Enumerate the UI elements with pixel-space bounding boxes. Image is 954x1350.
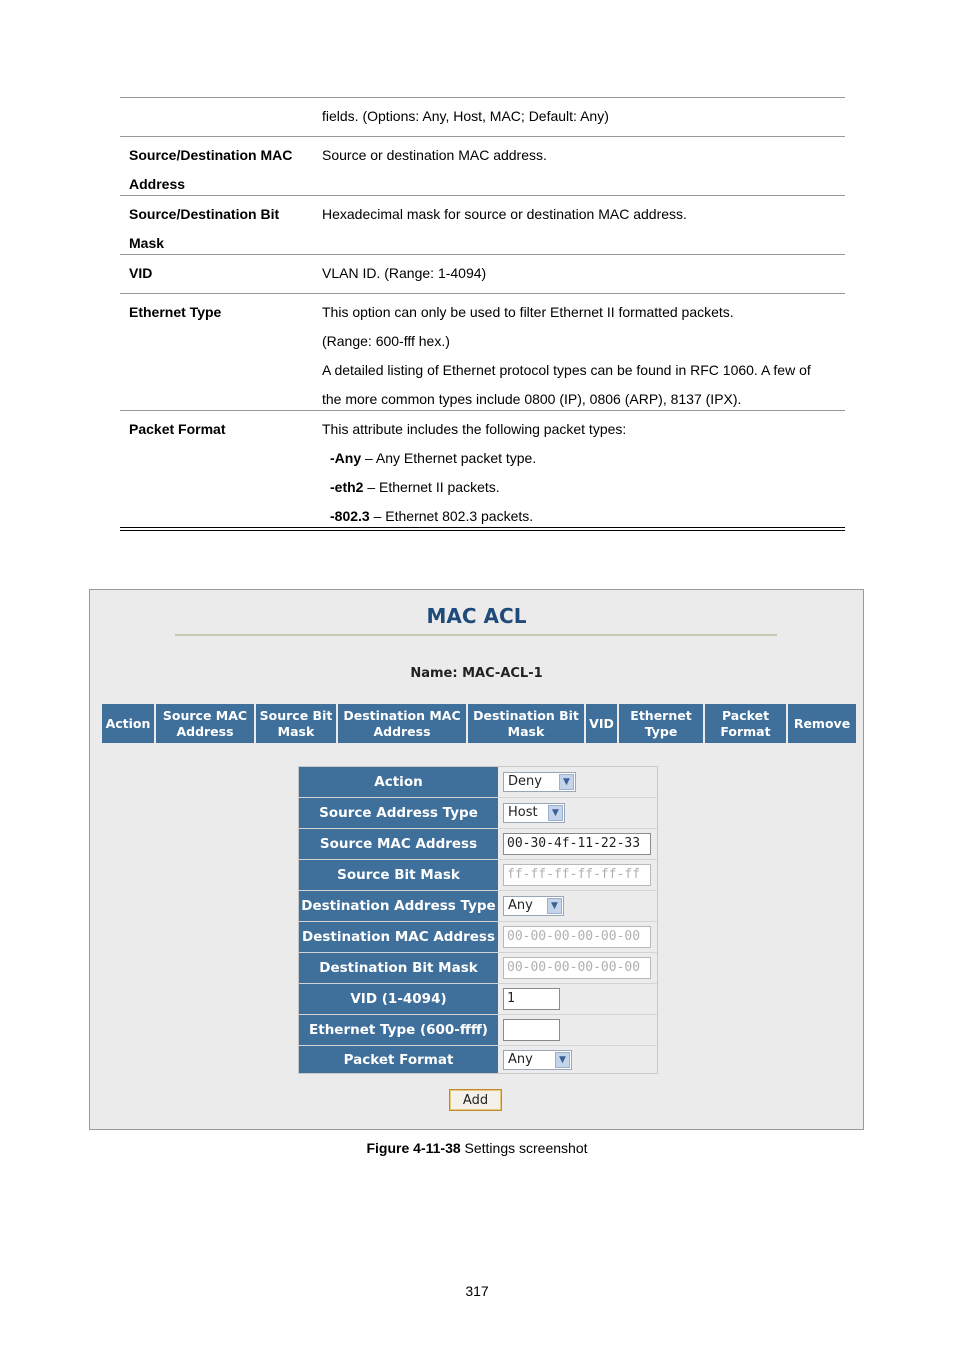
desc-definition [313,98,845,136]
option-desc: – Any Ethernet packet type. [361,450,537,466]
form-row-ethernet-type [299,1015,657,1046]
source-address-type-select[interactable] [503,803,565,823]
form-control-cell [501,798,657,828]
chevron-down-icon[interactable]: ▼ [555,1052,570,1068]
page-number: 317 [465,1283,489,1299]
figure-caption [0,1140,954,1156]
desc-definition [313,196,845,254]
option-name: -802.3 [330,508,370,524]
form-row-source-bit-mask [299,860,657,891]
option-name: -Any [330,450,362,466]
chevron-down-icon[interactable]: ▼ [548,805,563,821]
form-label: Source Address Type [299,798,501,828]
desc-term: VID [129,265,153,281]
desc-line: Source or destination MAC address. [322,147,547,163]
caption-label: Figure 4-11-38 [366,1140,461,1156]
col-header-dest-mask: Destination Bit Mask [468,704,586,743]
page-title: MAC ACL [426,604,527,628]
form-control-cell [501,767,657,797]
acl-name-label: Name: MAC-ACL-1 [410,666,543,681]
chevron-down-icon[interactable]: ▼ [559,774,574,790]
packet-option [322,444,837,473]
select-value: Any [508,1051,533,1067]
desc-line: the more common types include 0800 (IP), 0806 (ARP), 8137 (IPX). [322,391,742,407]
form-row-destination-mac [299,922,657,953]
form-row-destination-bit-mask [299,953,657,984]
form-control-cell [501,984,657,1014]
desc-line: This option can only be used to filter Ethernet II formatted packets. [322,304,734,320]
source-bit-mask-input[interactable]: ff-ff-ff-ff-ff-ff [503,864,651,886]
desc-definition [313,137,845,195]
form-control-cell [501,922,657,952]
desc-line: fields. (Options: Any, Host, MAC; Default: Any) [322,108,609,124]
col-header-action: Action [102,704,156,743]
form-control-cell [501,1015,657,1045]
form-label: Source Bit Mask [299,860,501,890]
vid-input[interactable]: 1 [503,988,560,1010]
desc-row [120,137,845,196]
desc-term: Source/Destination Bit Mask [129,206,280,251]
form-control-cell [501,829,657,859]
form-label: VID (1-4094) [299,984,501,1014]
form-row-source-address-type [299,798,657,829]
desc-definition [313,255,845,293]
destination-mac-input[interactable]: 00-00-00-00-00-00 [503,926,651,948]
option-desc: – Ethernet 802.3 packets. [369,508,534,524]
form-control-cell [501,891,657,921]
desc-definition [313,411,845,527]
desc-term: Ethernet Type [129,304,222,320]
desc-line: A detailed listing of Ethernet protocol types can be found in RFC 1060. A few of [322,362,811,378]
acl-rule-form [298,766,658,1074]
col-header-vid: VID [586,704,619,743]
form-row-vid [299,984,657,1015]
desc-row [120,411,845,531]
desc-line: VLAN ID. (Range: 1-4094) [322,265,487,281]
form-row-action [299,767,657,798]
option-desc: – Ethernet II packets. [363,479,500,495]
desc-term: Source/Destination MAC Address [129,147,293,192]
title-divider [175,634,777,636]
col-header-packet-format: Packet Format [705,704,788,743]
mac-acl-screenshot [89,589,864,1130]
desc-row [120,196,845,255]
desc-definition [313,294,845,410]
destination-bit-mask-input[interactable]: 00-00-00-00-00-00 [503,957,651,979]
desc-term: Packet Format [129,421,226,437]
packet-format-select[interactable] [503,1050,572,1070]
packet-option [322,502,837,531]
ethernet-type-input[interactable] [503,1019,560,1041]
col-header-remove: Remove [788,704,856,743]
desc-row [120,98,845,137]
form-row-source-mac [299,829,657,860]
col-header-source-mask: Source Bit Mask [256,704,338,743]
desc-row [120,294,845,411]
desc-term [120,98,313,136]
action-select[interactable] [503,772,576,792]
col-header-ethernet-type: Ethernet Type [619,704,705,743]
rule-list-header [102,704,856,743]
form-row-packet-format [299,1046,657,1073]
col-header-source-mac: Source MAC Address [156,704,256,743]
form-label: Destination MAC Address [299,922,501,952]
desc-row [120,255,845,294]
add-button[interactable]: Add [449,1089,502,1111]
form-label: Ethernet Type (600-ffff) [299,1015,501,1045]
destination-address-type-select[interactable] [503,896,564,916]
packet-option [322,473,837,502]
description-table [120,97,845,531]
desc-line: Hexadecimal mask for source or destination MAC address. [322,206,687,222]
source-mac-input[interactable]: 00-30-4f-11-22-33 [503,833,651,855]
chevron-down-icon[interactable]: ▼ [547,898,562,914]
form-label: Source MAC Address [299,829,501,859]
desc-line: This attribute includes the following packet types: [322,421,627,437]
form-label: Destination Bit Mask [299,953,501,983]
form-control-cell [501,1046,657,1073]
form-label: Destination Address Type [299,891,501,921]
form-control-cell [501,860,657,890]
select-value: Host [508,805,538,820]
form-row-destination-address-type [299,891,657,922]
caption-text: Settings screenshot [460,1140,588,1156]
select-value: Deny [508,774,542,789]
select-value: Any [508,898,533,913]
form-control-cell [501,953,657,983]
option-name: -eth2 [330,479,364,495]
form-label: Action [299,767,501,797]
desc-line: (Range: 600-fff hex.) [322,333,450,349]
col-header-dest-mac: Destination MAC Address [338,704,468,743]
form-label: Packet Format [299,1046,501,1073]
